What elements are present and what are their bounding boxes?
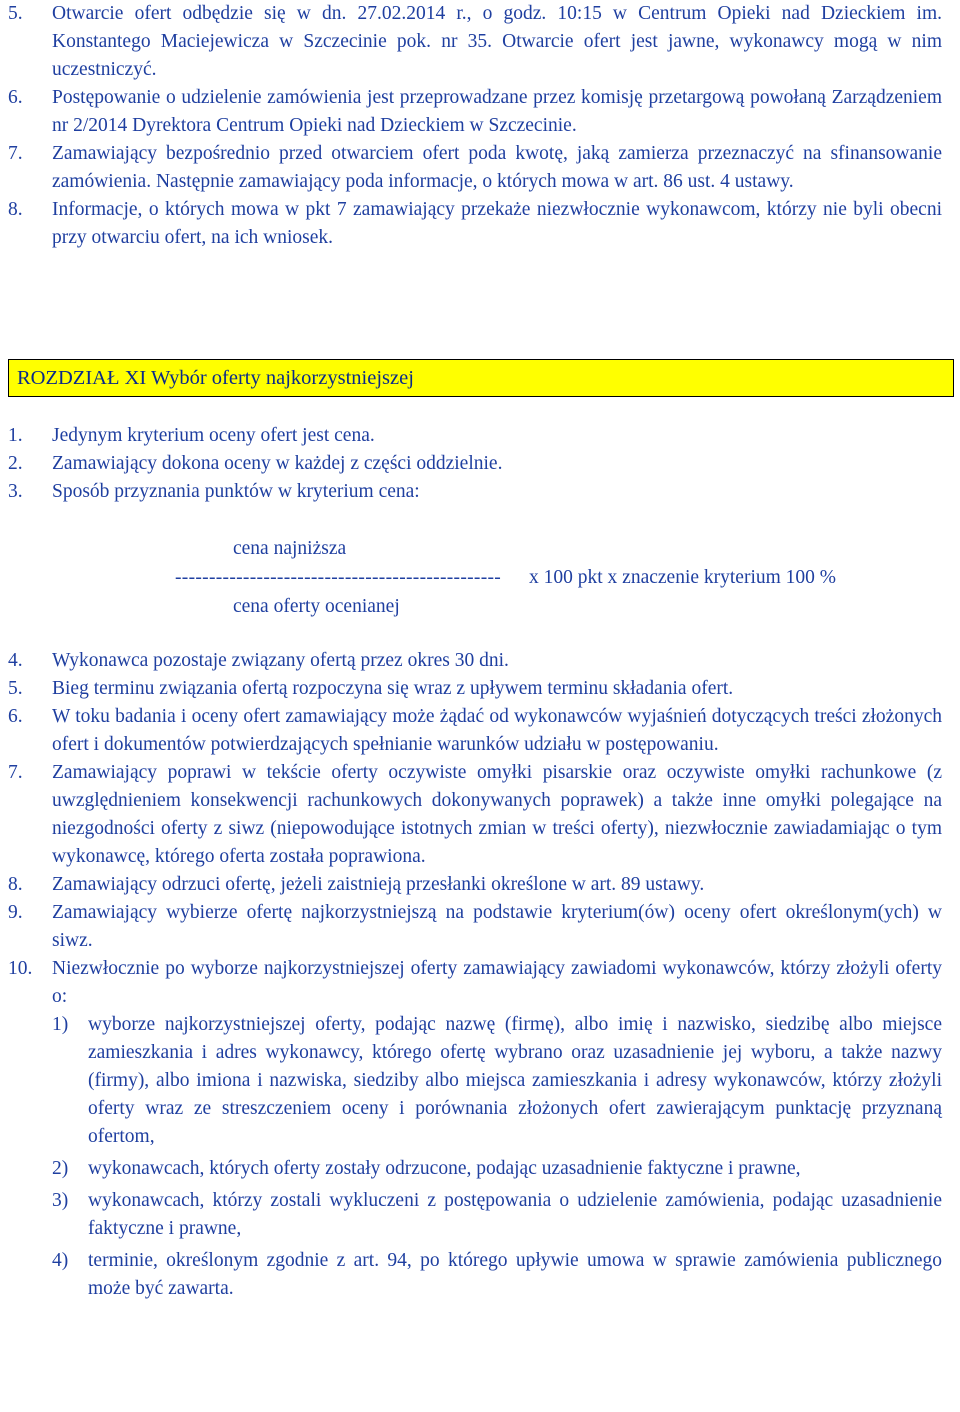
item-text: Bieg terminu związania ofertą rozpoczyna się wraz z upływem terminu składania ofert. [52, 678, 734, 699]
list-item-9 [0, 899, 960, 955]
sub-item-text: terminie, określonym zgodnie z art. 94, po którego upływie umowa w sprawie zamówienia publicznego może być zawarta. [88, 1250, 942, 1299]
sub-item-1 [0, 1011, 960, 1151]
list-item-5 [0, 675, 960, 703]
item-number: 5. [8, 3, 23, 24]
sub-item-number: 1) [52, 1014, 69, 1035]
sub-item-text: wyborze najkorzystniejszej oferty, podając nazwę (firmę), albo imię i nazwisko, siedzibę albo miejsce zamieszkania i adres wykonawcy, którego ofertę wybrano oraz uzasadnienie jej wyboru, a także nazwy (firmy), albo imiona i nazwiska, siedziby albo miejsca zamieszkania i adresy wykonawców, którzy złożyli oferty wraz ze streszczeniem oceny i porównania złożonych ofert zawierającym punktację przyznaną ofertom, [88, 1014, 942, 1147]
item-number: 8. [8, 199, 23, 220]
item-text: Zamawiający poprawi w tekście oferty oczywiste omyłki pisarskie oraz oczywiste omyłki rachunkowe (z uwzględnieniem konsekwencji rachunkowych dokonywanych poprawek) a także inne omyłki polegające na niezgodności oferty z siwz (niepowodujące istotnych zmian w treści oferty), niezwłocznie zawiadamiając o tym wykonawcę, którego oferta została poprawiona. [52, 762, 942, 867]
formula-denominator: cena oferty ocenianej [233, 596, 400, 617]
item-number: 4. [8, 650, 23, 671]
item-number: 7. [8, 143, 23, 164]
top-list [0, 0, 960, 252]
list-item-6 [0, 703, 960, 759]
item-number: 6. [8, 87, 23, 108]
list-item-1 [0, 422, 960, 450]
sub-item-text: wykonawcach, którzy zostali wykluczeni z postępowania o udzielenie zamówienia, podając uzasadnienie faktyczne i prawne, [88, 1190, 942, 1239]
item-number: 1. [8, 425, 23, 446]
section-heading: ROZDZIAŁ XI Wybór oferty najkorzystniejszej [8, 359, 954, 397]
sub-item-number: 3) [52, 1190, 69, 1211]
item-number: 8. [8, 874, 23, 895]
sub-item-text: wykonawcach, których oferty zostały odrzucone, podając uzasadnienie faktyczne i prawne, [88, 1158, 801, 1179]
item-text: Sposób przyznania punktów w kryterium cena: [52, 481, 420, 502]
sub-item-number: 4) [52, 1250, 69, 1271]
list-item-10 [0, 955, 960, 1011]
list-item-3 [0, 478, 960, 506]
item-number: 6. [8, 706, 23, 727]
rules-list [0, 647, 960, 1307]
list-item-7 [0, 140, 960, 196]
item-text: Wykonawca pozostaje związany ofertą przez okres 30 dni. [52, 650, 509, 671]
item-text: W toku badania i oceny ofert zamawiający może żądać od wykonawców wyjaśnień dotyczących treści złożonych ofert i dokumentów potwierdzających spełnianie warunków udziału w postępowaniu. [52, 706, 942, 755]
formula-multiplier: x 100 pkt x znaczenie kryterium 100 % [529, 567, 837, 588]
list-item-2 [0, 450, 960, 478]
item-text: Jedynym kryterium oceny ofert jest cena. [52, 425, 375, 446]
item-text: Otwarcie ofert odbędzie się w dn. 27.02.2014 r., o godz. 10:15 w Centrum Opieki nad Dzieckiem im. Konstantego Maciejewicza w Szczecinie pok. nr 35. Otwarcie ofert jest jawne, wykonawcy mogą w nim uczestniczyć. [52, 3, 942, 80]
scoring-formula [0, 535, 960, 625]
item-text: Niezwłocznie po wyborze najkorzystniejszej oferty zamawiający zawiadomi wykonawców, którzy złożyli oferty o: [52, 958, 942, 1007]
item-text: Zamawiający bezpośrednio przed otwarciem ofert poda kwotę, jaką zamierza przeznaczyć na sfinansowanie zamówienia. Następnie zamawiający poda informacje, o których mowa w art. 86 ust. 4 ustawy. [52, 143, 942, 192]
sub-item-number: 2) [52, 1158, 69, 1179]
item-number: 5. [8, 678, 23, 699]
sub-item-2 [0, 1155, 960, 1183]
list-item-8 [0, 196, 960, 252]
sub-item-3 [0, 1187, 960, 1243]
criteria-list [0, 422, 960, 506]
item-number: 10. [8, 958, 33, 979]
item-number: 9. [8, 902, 23, 923]
item-text: Zamawiający wybierze ofertę najkorzystniejszą na podstawie kryterium(ów) oceny ofert określonym(ych) w siwz. [52, 902, 942, 951]
item-number: 7. [8, 762, 23, 783]
list-item-7 [0, 759, 960, 871]
item-text: Zamawiający dokona oceny w każdej z części oddzielnie. [52, 453, 503, 474]
item-number: 3. [8, 481, 23, 502]
list-item-8 [0, 871, 960, 899]
formula-fraction-line: ------------------------------------------------ [175, 567, 502, 588]
list-item-5 [0, 0, 960, 84]
item-text: Informacje, o których mowa w pkt 7 zamawiający przekaże niezwłocznie wykonawcom, którzy nie byli obecni przy otwarciu ofert, na ich wniosek. [52, 199, 942, 248]
item-text: Zamawiający odrzuci ofertę, jeżeli zaistnieją przesłanki określone w art. 89 ustawy. [52, 874, 705, 895]
item-text: Postępowanie o udzielenie zamówienia jest przeprowadzane przez komisję przetargową powołaną Zarządzeniem nr 2/2014 Dyrektora Centrum Opieki nad Dzieckiem w Szczecinie. [52, 87, 942, 136]
list-item-6 [0, 84, 960, 140]
sub-item-4 [0, 1247, 960, 1303]
formula-numerator: cena najniższa [233, 538, 347, 559]
list-item-4 [0, 647, 960, 675]
item-number: 2. [8, 453, 23, 474]
